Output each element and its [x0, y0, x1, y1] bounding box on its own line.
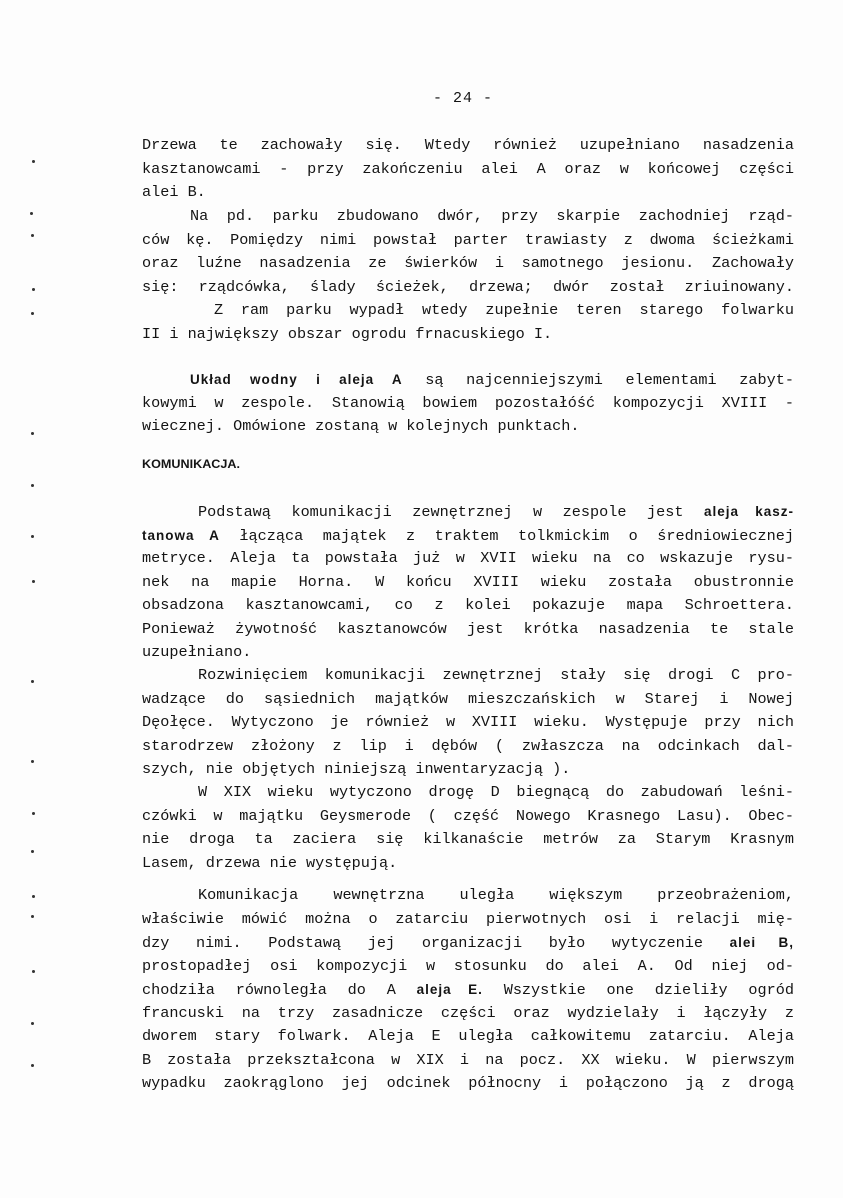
margin-mark [31, 535, 34, 538]
text-span: łącząca majątek z traktem tolkmickim o średniowiecznej [219, 526, 794, 545]
text-line [142, 524, 794, 548]
paragraph-4 [142, 368, 794, 439]
bold-phrase: Układ wodny i aleja A [190, 372, 403, 387]
margin-mark [31, 915, 34, 918]
text-line: metryce. Aleja ta powstała już w XVII wieku na co wskazuje rysu- [142, 549, 794, 567]
text-line: nek na mapie Horna. W końcu XVIII wieku została obustronnie [142, 572, 794, 591]
margin-mark [31, 760, 34, 763]
text-line: oraz luźne nasadzenia ze świerków i samotnego jesionu. Zachowały [142, 254, 794, 272]
margin-mark [32, 812, 35, 815]
paragraph-3 [142, 299, 794, 346]
text-line: Na pd. parku zbudowano dwór, przy skarpie zachodniej rząd- [190, 207, 794, 225]
text-line: Z ram parku wypadł wtedy zupełnie teren starego folwarku [214, 301, 794, 319]
text-line: B została przekształcona w XIX i na pocz. XX wieku. W pierwszym [142, 1050, 794, 1069]
text-line: ców kę. Pomiędzy nimi powstał parter trawiasty z dwoma ścieżkami [142, 230, 794, 249]
bold-phrase: aleja kasz- [704, 504, 794, 519]
text-line: uzupełniano. [142, 643, 252, 661]
text-span: chodziła równoległa do A [142, 981, 417, 999]
text-line [142, 931, 794, 955]
margin-mark [31, 680, 34, 683]
margin-mark [32, 970, 35, 973]
text-line: Rozwinięciem komunikacji zewnętrznej stały się drogi C pro- [198, 666, 794, 684]
text-line: francuski na trzy zasadnicze części oraz wydzielały i łączyły z [142, 1003, 794, 1022]
text-line: II i największy obszar ogrodu frnacuskiego I. [142, 324, 553, 343]
text-line: kasztanowcami - przy zakończeniu alei A oraz w końcowej części [142, 159, 794, 178]
margin-mark [31, 484, 34, 487]
margin-mark [31, 1022, 34, 1025]
text-span: Wszystkie one dzieliły ogród [482, 981, 794, 999]
text-line [142, 368, 794, 392]
text-line: czówki w majątku Geysmerode ( część Nowego Krasnego Lasu). Obec- [142, 806, 794, 825]
text-line: Komunikacja wewnętrzna uległa większym przeobrażeniom, [198, 886, 794, 904]
text-span: Podstawą komunikacji zewnętrznej w zespole jest [198, 503, 705, 521]
text-line: Drzewa te zachowały się. Wtedy również uzupełniano nasadzenia [142, 136, 794, 154]
text-line: Ponieważ żywotność kasztanowców jest krótka nasadzenia te stale [142, 619, 794, 638]
text-line: dworem stary folwark. Aleja E uległa całkowitemu zatarciu. Aleja [142, 1027, 794, 1045]
text-line [142, 978, 794, 1002]
paragraph-1 [142, 134, 794, 205]
text-line: Lasem, drzewa nie występują. [142, 853, 398, 872]
text-line: wadzące do sąsiednich majątków mieszczańskich w Starej i Nowej [142, 689, 794, 708]
text-line: wypadku zaokrąglono jej odcinek północny i połączono ją z drogą [142, 1074, 794, 1092]
bold-phrase: alei B, [729, 935, 794, 950]
text-line [142, 500, 794, 524]
text-line: wiecznej. Omówione zostaną w kolejnych punktach. [142, 417, 580, 435]
margin-mark [31, 1064, 34, 1067]
text-line: obsadzona kasztanowcami, co z kolei pokazuje mapa Schroettera. [142, 596, 794, 614]
margin-mark [30, 212, 33, 215]
text-line: nie droga ta zaciera się kilkanaście metrów za Starym Krasnym [142, 830, 794, 848]
text-line: starodrzew złożony z lip i dębów ( zwłaszcza na odcinkach dal- [142, 736, 794, 755]
margin-mark [32, 895, 35, 898]
section-heading: KOMUNIKACJA. [142, 457, 241, 471]
margin-mark [31, 312, 34, 315]
margin-mark [31, 234, 34, 237]
paragraph-2 [142, 205, 794, 299]
margin-mark [32, 288, 35, 291]
text-line: się: rządcówka, ślady ścieżek, drzewa; dwór został zriuinowany. [142, 277, 794, 296]
paragraph-6 [142, 664, 794, 782]
text-span: są najcenniejszymi elementami zabyt- [402, 371, 794, 389]
text-line: alei B. [142, 183, 206, 201]
text-line: W XIX wieku wytyczono drogę D biegnącą do zabudowań leśni- [198, 783, 794, 801]
text-line: prostopadłej osi kompozycji w stosunku do alei A. Od niej od- [142, 956, 794, 975]
paragraph-8 [142, 884, 794, 1096]
text-line: kowymi w zespole. Stanowią bowiem pozostałóść kompozycji XVIII - [142, 393, 794, 412]
bold-phrase: tanowa A [142, 527, 220, 543]
bold-phrase: aleja E. [416, 982, 483, 997]
paragraph-7 [142, 781, 794, 875]
text-span: dzy nimi. Podstawą jej organizacji było wytyczenie [142, 934, 730, 952]
margin-mark [32, 160, 35, 163]
margin-mark [32, 580, 35, 583]
margin-mark [31, 850, 34, 853]
text-line: właściwie mówić można o zatarciu pierwotnych osi i relacji mię- [142, 909, 794, 928]
margin-mark [31, 432, 34, 435]
text-line: Dęołęce. Wytyczono je również w XVIII wieku. Występuje przy nich [142, 713, 794, 731]
paragraph-5 [142, 500, 794, 665]
text-line: szych, nie objętych niniejszą inwentaryzacją ). [142, 760, 571, 778]
page-number: - 24 - [433, 90, 494, 107]
